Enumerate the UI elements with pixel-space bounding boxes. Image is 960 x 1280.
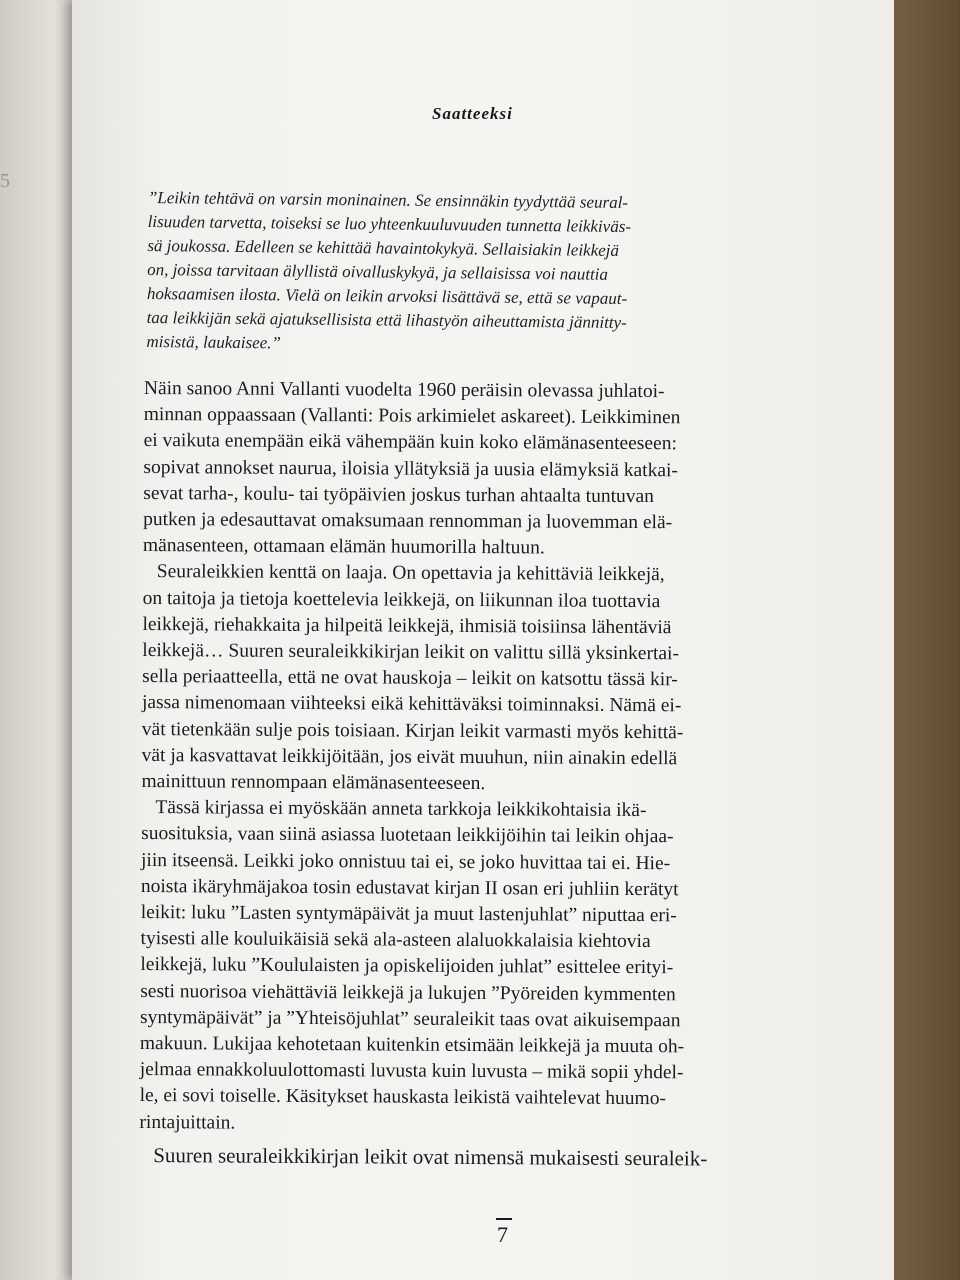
body-line: mainittuun rennompaan elämänasenteeseen. (141, 771, 486, 795)
body-line: putken ja edesauttavat omaksumaan rennomman ja luovemman elä- (143, 509, 673, 534)
body-line: sopivat annokset naurua, iloisia yllätyksiä ja uusia elämyksiä katkai- (143, 456, 678, 481)
body-line: sesti nuorisoa viehättäviä leikkejä ja lukujen ”Pyöreiden kymmenten (140, 980, 676, 1005)
body-line: le, ei sovi toiselle. Käsitykset hauskasta leikistä vaihtelevat huumo- (139, 1085, 667, 1110)
body-line: leikit: luku ”Lasten syntymäpäivät ja muut lastenjuhlat” niputtaa eri- (140, 902, 677, 927)
body-line: Seuraleikkien kenttä on laaja. On opettavia ja kehittäviä leikkejä, (156, 561, 665, 586)
page-number: 7 (497, 1222, 508, 1247)
body-line: sella periaatteella, että ne ovat hauskoja – leikit on katsottu tässä kir- (142, 666, 678, 691)
opening-quote (146, 186, 828, 361)
body-line: rintajuittain. (139, 1111, 236, 1134)
body-line: suosituksia, vaan siinä asiassa luotetaan leikkijöihin tai leikin ohjaa- (141, 823, 674, 848)
body-line: tyisesti alle kouluikäisiä sekä ala-asteen alaluokkalaisia kiehtovia (140, 928, 651, 953)
body-line: noista ikäryhmäjakoa tosin edustavat kirjan II osan eri juhliin kerätyt (140, 875, 679, 901)
left-page-text: 5 (0, 170, 10, 192)
body-line: Näin sanoo Anni Vallanti vuodelta 1960 peräisin olevassa juhlatoi- (143, 377, 665, 403)
body-line: Tässä kirjassa ei myöskään anneta tarkkoja leikkikohtaisia ikä- (155, 797, 647, 822)
body-line: jassa nimenomaan viihteeksi eikä kehittäväksi toiminnaksi. Nämä ei- (141, 692, 682, 717)
page-number-bar (496, 1218, 512, 1220)
body-line: vät tietenkään sulje pois toisiaan. Kirjan leikit varmasti myös kehittä- (141, 718, 684, 743)
body-line: sevat tarha-, koulu- tai työpäivien joskus turhan ahtaalta tuntuvan (143, 482, 654, 507)
body-line: Suuren seuraleikkikirjan leikit ovat nimensä mukaisesti seuraleik- (153, 1142, 708, 1171)
quote-line: hoksaamisen ilosta. Vielä on leikin arvoksi lisättävä se, että se vapaut- (146, 283, 628, 309)
body-line: mänasenteen, ottamaan elämän huumorilla haltuun. (142, 535, 545, 559)
body-line: jiin itseensä. Leikki joko onnistuu tai ei, se joko huvittaa tai ei. Hie- (140, 849, 671, 874)
quote-line: taa leikkijän sekä ajatuksellisista että lihastyön aiheuttamista jännitty- (146, 307, 627, 333)
body-text (139, 376, 864, 1172)
body-line: makuun. Lukijaa kehotetaan kuitenkin etsimään leikkejä ja muuta oh- (139, 1033, 685, 1058)
body-line: leikkejä, luku ”Koululaisten ja opiskelijoiden juhlat” esittelee erityi- (140, 954, 674, 979)
left-page-edge (0, 0, 78, 1280)
quote-line: misistä, laukaisee.” (146, 331, 282, 353)
body-line: minnan oppaassaan (Vallanti: Pois arkimielet askareet). Leikkiminen (143, 404, 681, 429)
body-line: leikkejä, riehakkaita ja hilpeitä leikkejä, ihmisiä toisiinsa lähentäviä (142, 613, 672, 639)
body-line: vät ja kasvattavat leikkijöitään, jos eivät muuhun, niin ainakin edellä (141, 744, 678, 770)
quote-line: on, joissa tarvitaan älyllistä oivalluskykyä, ja sellaisissa voi nauttia (147, 259, 609, 284)
body-line: syntymäpäivät” ja ”Yhteisöjuhlat” seuraleikit taas ovat aikuisempaan (140, 1006, 681, 1032)
quote-line: sä joukossa. Edelleen se kehittää havaintokykyä. Sellaisiakin leikkejä (147, 235, 620, 260)
body-line: leikkejä… Suuren seuraleikkikirjan leikit on valittu sillä yksinkertai- (142, 640, 680, 665)
quote-line: lisuuden tarvetta, toiseksi se luo yhteenkuuluvuuden tunnetta leikkiväs- (147, 211, 632, 237)
body-line: on taitoja ja tietoja koettelevia leikkejä, on liikunnan iloa tuottavia (142, 587, 661, 612)
body-line: jelmaa ennakkoluulottomasti luvusta kuin luvusta – mikä sopii yhdel- (139, 1059, 684, 1084)
body-line: ei vaikuta enempään eikä vähempään kuin koko elämänasenteeseen: (143, 430, 677, 455)
quote-line: ”Leikin tehtävä on varsin moninainen. Se ensinnäkin tyydyttää seural- (147, 187, 629, 213)
page-title: Saatteeksi (432, 104, 513, 123)
